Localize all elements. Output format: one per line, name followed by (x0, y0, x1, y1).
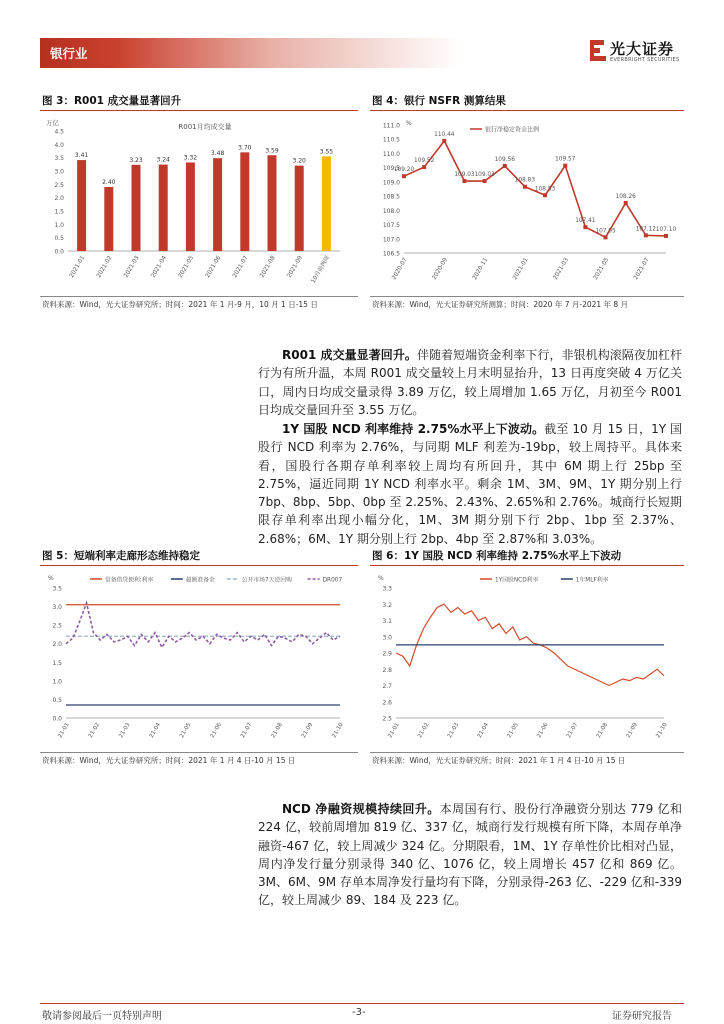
fig4-point-label: 107.41 (575, 218, 596, 225)
fig5-ytick: 2.0 (52, 641, 62, 649)
fig4-point (422, 165, 426, 169)
fig4-xtick: 2020-11 (472, 257, 490, 281)
fig3-ytick: 4.0 (54, 141, 64, 149)
fig6-xtick: 21-04 (476, 722, 491, 740)
fig4-ytick: 106.5 (382, 250, 400, 258)
fig3-ytick: 1.0 (54, 221, 64, 229)
fig6-xtick: 21-09 (625, 722, 639, 740)
fig5-xtick: 21-10 (331, 722, 345, 740)
fig4-xtick: 2021-01 (512, 257, 530, 281)
fig4-point-label: 108.83 (514, 177, 536, 184)
fig3-bar-label: 3.23 (129, 156, 143, 164)
fig6-legend-item: 1年MLF利率 (575, 577, 609, 584)
footer-disclaimer: 敬请参阅最后一页特别声明 (42, 1011, 162, 1022)
fig3-bar-label: 3.59 (265, 147, 279, 155)
fig3-bar-label: 3.41 (74, 152, 89, 160)
fig5-xtick: 21-02 (87, 722, 102, 740)
fig5-ytick: 1.5 (52, 659, 62, 667)
fig4-ytick: 110.0 (382, 150, 400, 158)
footer-rule (40, 1003, 684, 1004)
fig6-ytick: 2.9 (382, 650, 392, 658)
fig5-xtick: 21-05 (179, 722, 193, 740)
fig5-source: 资料来源：Wind，光大证券研究所；时间：2021 年 1 月 4 日-10 月 15 日 (42, 756, 296, 765)
fig4-ytick: 111.0 (382, 122, 400, 130)
brand-sub: EVERBRIGHT SECURITIES (610, 57, 680, 63)
fig4-point (664, 234, 668, 238)
fig4-ytick: 109.5 (382, 165, 400, 173)
fig3-bar (268, 155, 277, 251)
fig6-bottom-rule (370, 752, 684, 753)
fig5-xtick: 21-08 (270, 722, 284, 740)
fig3-ytick: 3.5 (54, 155, 64, 163)
brand-mark-icon (588, 38, 608, 66)
fig4-ytick: 107.5 (382, 222, 400, 230)
fig5-xtick: 21-04 (148, 722, 163, 740)
fig6-ytick: 2.7 (382, 683, 392, 690)
fig4-point-label: 109.03 (474, 172, 495, 179)
fig3-bar (159, 165, 168, 251)
fig4-ytick: 109.0 (382, 179, 400, 187)
fig6-ytick: 3.2 (382, 601, 392, 609)
fig4-point (442, 139, 446, 143)
fig4-source: 资料来源：Wind，光大证券研究所测算；时间：2020 年 7 月-2021 年 8 月 (372, 300, 629, 309)
fig4-title-rule (370, 110, 684, 111)
paragraph-ncd-financing (258, 800, 682, 910)
fig4-point-label: 109.56 (494, 156, 515, 163)
fig3-ytick: 3.0 (54, 168, 64, 176)
fig3-xtick: 2021-02 (96, 255, 114, 279)
fig3-chart (40, 113, 360, 296)
fig3-bar (240, 152, 249, 251)
paragraph-ncd-lead: 1Y 国股 NCD 利率维持 2.75%水平上下波动。 (282, 422, 545, 436)
header-band (40, 38, 460, 68)
fig5-legend-item: DR007 (322, 577, 343, 584)
fig3-bar-label: 3.20 (292, 157, 306, 165)
fig3-bar (132, 165, 141, 251)
fig4-point (644, 233, 648, 237)
fig3-xtick: 2021-05 (177, 255, 196, 279)
fig4-point (563, 164, 567, 168)
fig5-ytick: 2.5 (52, 622, 62, 630)
fig5-legend-item: 常备借贷便利:利率 (105, 577, 154, 584)
fig3-ytick: 0.0 (54, 248, 64, 256)
fig4-ytick: 108.0 (382, 207, 400, 215)
fig4-point-label: 107.10 (655, 226, 677, 233)
fig3-bar (104, 187, 113, 251)
fig4-point-label: 109.03 (454, 172, 475, 179)
fig5-xtick: 21-06 (209, 722, 223, 740)
fig4-ytick: 108.5 (382, 193, 400, 201)
fig3-xtick: 2021-03 (123, 255, 141, 279)
fig4-point-label: 109.57 (555, 156, 576, 163)
fig4-bottom-rule (370, 296, 684, 297)
fig3-xtick: 2021-06 (205, 255, 223, 279)
fig6-xtick: 21-05 (506, 722, 520, 740)
fig6-xtick: 21-03 (446, 722, 461, 740)
fig4-point (583, 225, 587, 229)
fig5-xtick: 21-03 (118, 722, 132, 740)
fig6-xtick: 21-02 (417, 722, 431, 740)
fig3-xtick: 2021-04 (150, 255, 168, 279)
fig5-xtick: 21-09 (300, 722, 315, 740)
fig5-ytick: 0.0 (52, 715, 62, 723)
fig3-xtick: 2021-01 (69, 255, 87, 279)
fig3-title: 图 3：R001 成交量显著回升 (42, 95, 182, 107)
fig4-point-label: 109.52 (414, 158, 435, 165)
fig4-point-label: 109.20 (393, 167, 415, 174)
fig6-ytick: 3.3 (382, 585, 392, 593)
paragraph-ncd-financing-body: 本周国有行、股份行净融资分别达 779 亿和 224 亿，较前周增加 819 亿、337 亿，城商行发行规模有所下降，本周存单净融资-467 亿，较上周减少 324 亿。分期限看，1M、1Y 存单性价比相对凸显，周内净发行量分别录得 340 亿、1076 亿，较上周增长 457 亿和 869 亿。3M、6M、9M 存单本周净发行量均有下降，分别录得-263 亿、-229 亿和-339 亿，较上周减少 89、184 及 223 亿。 (258, 802, 682, 908)
fig6-ylabel: % (378, 575, 384, 582)
fig3-ytick: 1.5 (54, 208, 64, 216)
fig5-legend-item: 公开市场7天逆回购 (241, 577, 292, 584)
fig6-ytick: 2.6 (382, 699, 392, 707)
fig4-point-label: 108.26 (615, 193, 636, 200)
fig3-bar (295, 166, 304, 251)
fig4-point-label: 107.05 (595, 228, 616, 235)
footer-report-type: 证券研究报告 (612, 1011, 672, 1022)
fig4-xtick: 2021-05 (592, 257, 611, 281)
paragraph-ncd (258, 420, 682, 548)
fig4-point (402, 174, 406, 178)
fig4-ytick: 110.5 (382, 136, 400, 144)
fig3-ytick: 4.5 (54, 128, 64, 136)
brand-name: 光大证券 (610, 40, 675, 58)
fig4-title: 图 4：银行 NSFR 测算结果 (372, 95, 506, 107)
paragraph-ncd-body: 截至 10 月 15 日，1Y 国股行 NCD 利率为 2.76%，与同期 MLF 利差为-19bp，较上周持平。具体来看，国股行各期存单利率较上周均有所回升，其中 6M 期上行 25bp 至 2.75%，逼近同期 1Y NCD 利率水平。剩余 1M、3M、9M、1Y 期分别上行 7bp、8bp、5bp、0bp 至 2.25%、2.43%、2.65%和 2.76%。城商行长短期限存单利率出现小幅分化，1M、3M 期分别下行 2bp、1bp 至 2.37%、2.68%；6M、1Y 期分别上行 2bp、4bp 至 2.87%和 3.03%。 (258, 422, 682, 546)
fig5-bottom-rule (40, 752, 358, 753)
fig6-xtick: 21-01 (387, 722, 401, 740)
fig5-title-rule (40, 565, 358, 566)
fig4-xtick: 2021-03 (552, 257, 570, 281)
fig3-bar-label: 3.55 (319, 148, 334, 156)
fig3-bar (322, 156, 331, 251)
fig4-legend: 银行净稳定资金比例 (485, 126, 540, 134)
fig3-xtick: 2021-07 (232, 255, 250, 279)
page-number: -3- (352, 1007, 366, 1018)
fig5-chart (40, 568, 360, 751)
fig4-point (523, 185, 527, 189)
fig6-xtick: 21-07 (566, 722, 580, 740)
fig3-bar (186, 162, 195, 251)
fig6-ytick: 3.1 (382, 618, 392, 625)
fig3-chart-title: R001月均成交量 (178, 123, 232, 131)
fig4-xtick: 2021-07 (633, 257, 651, 281)
fig3-bar-label: 3.24 (156, 156, 170, 164)
fig4-chart (370, 113, 684, 296)
fig3-bar-label: 2.40 (102, 179, 116, 186)
fig3-title-rule (40, 110, 358, 111)
fig4-point (604, 235, 608, 239)
fig4-point-label: 110.44 (434, 131, 455, 138)
fig4-point (462, 179, 466, 183)
fig4-xtick: 2020-07 (391, 257, 409, 281)
fig6-ytick: 3.0 (382, 634, 392, 642)
fig3-ytick: 2.0 (54, 195, 64, 203)
fig5-ytick: 3.0 (52, 604, 62, 612)
fig3-ytick: 2.5 (54, 181, 64, 189)
fig5-ylabel: % (48, 575, 54, 582)
fig3-ylabel: 万亿 (46, 119, 59, 127)
fig6-title-rule (370, 565, 684, 566)
fig6-ytick: 2.5 (382, 715, 392, 723)
fig3-bar-label: 3.48 (210, 150, 225, 158)
fig4-point-label: 108.53 (534, 186, 556, 193)
fig3-bar (213, 158, 222, 251)
fig3-xtick: 10月前两周 (310, 255, 332, 285)
paragraph-r001-lead: R001 成交量显著回升。 (282, 348, 417, 362)
fig6-source: 资料来源：Wind，光大证券研究所；时间：2021 年 1 月 4 日-10 月 15 日 (372, 756, 626, 765)
section-label: 银行业 (50, 46, 88, 61)
fig4-xtick: 2020-09 (431, 257, 450, 281)
fig6-legend-item: 1Y国股NCD利率 (495, 577, 539, 584)
fig4-point (503, 164, 507, 168)
fig4-ytick: 107.0 (382, 236, 400, 244)
fig6-ytick: 2.8 (382, 666, 392, 674)
fig3-xtick: 2021-08 (259, 255, 277, 279)
fig6-xtick: 21-10 (655, 722, 669, 740)
paragraph-r001 (258, 346, 682, 419)
paragraph-ncd-financing-lead: NCD 净融资规模持续回升。 (282, 802, 440, 816)
fig3-bar-label: 3.70 (238, 144, 252, 152)
fig5-ytick: 1.0 (52, 678, 62, 686)
fig5-legend-item: 超额准备金 (185, 577, 215, 584)
brand-logo (588, 38, 688, 68)
fig3-bottom-rule (40, 296, 358, 297)
fig4-point (624, 201, 628, 205)
fig5-xtick: 21-07 (240, 722, 254, 740)
fig5-xtick: 21-01 (57, 722, 71, 740)
fig5-ytick: 3.5 (52, 585, 62, 593)
fig3-xtick: 2021-09 (286, 255, 304, 279)
fig3-bar-label: 3.32 (183, 154, 198, 162)
paragraph-r001-body: 伴随着短端资金利率下行，非银机构滚隔夜加杠杆行为有所升温，本周 R001 成交量较上月末明显抬升，13 日再度突破 4 万亿关口，周内日均成交量录得 3.89 万亿，较上周增加 1.65 万亿，月初至今 R001 日均成交量回升至 3.55 万亿。 (258, 348, 683, 417)
fig6-chart (370, 568, 684, 751)
fig6-title: 图 6：1Y 国股 NCD 利率维持 2.75%水平上下波动 (372, 550, 622, 562)
fig6-xtick: 21-08 (595, 722, 610, 740)
fig4-point (543, 193, 547, 197)
fig6-xtick: 21-06 (536, 722, 550, 740)
fig4-point (483, 179, 487, 183)
fig3-source: 资料来源：Wind，光大证券研究所；时间：2021 年 1 月-9 月，10 月 1 日-15 日 (42, 300, 318, 309)
fig5-ytick: 0.5 (52, 696, 62, 704)
fig3-bar (77, 160, 86, 251)
fig4-ylabel: % (406, 120, 412, 127)
fig3-ytick: 0.5 (54, 235, 64, 243)
fig5-series-line (66, 603, 340, 648)
fig4-point-label: 107.12 (635, 226, 656, 233)
fig5-title: 图 5：短端利率走廊形态维持稳定 (42, 550, 200, 562)
